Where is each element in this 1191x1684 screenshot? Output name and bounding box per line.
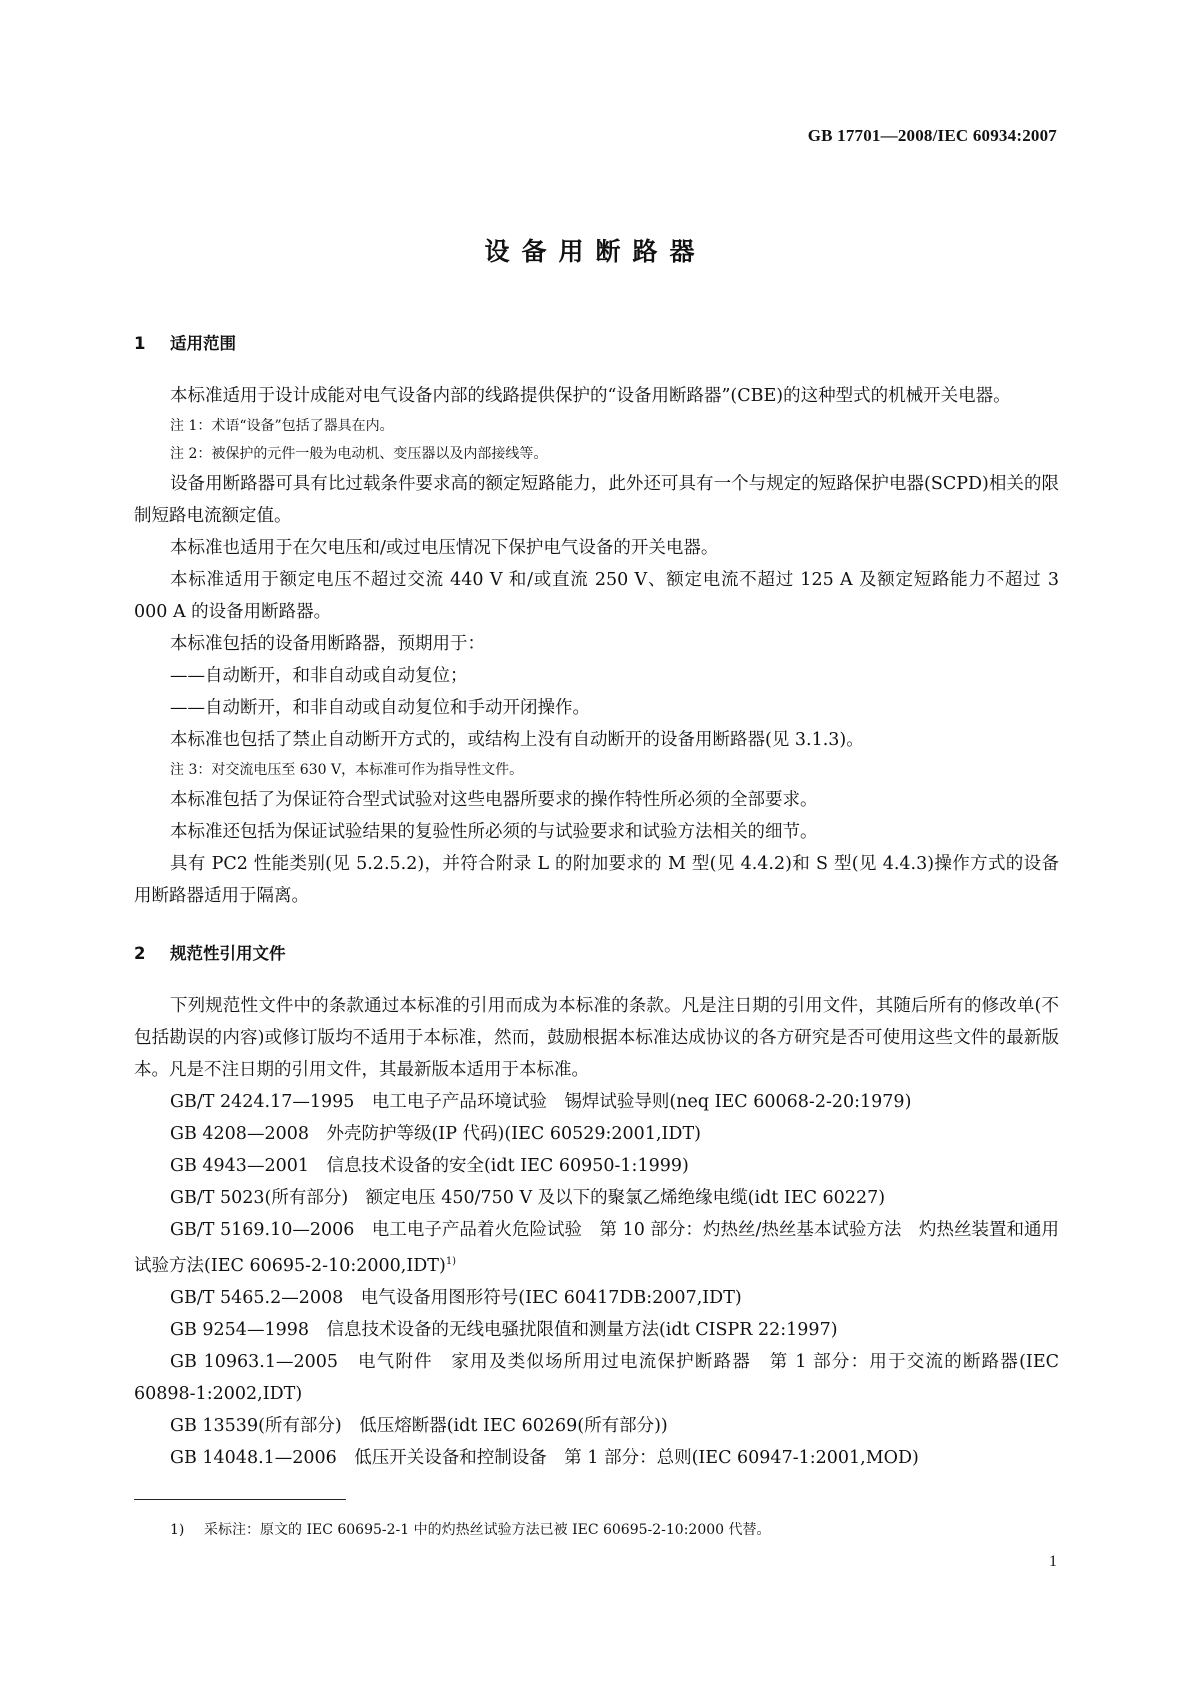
paragraph: 本标准包括的设备用断路器，预期用于： xyxy=(170,634,485,654)
section-number: 2 xyxy=(134,944,146,963)
reference-item: GB 10963.1—2005 电气附件 家用及类似场所用过电流保护断路器 第 1 部分：用于交流的断路器(IEC 60898-1:2002,IDT) xyxy=(134,1351,1059,1404)
reference-item: GB/T 5465.2—2008 电气设备用图形符号(IEC 60417DB:2007,IDT) xyxy=(170,1287,742,1308)
reference-item: GB/T 5023(所有部分) 额定电压 450/750 V 及以下的聚氯乙烯绝缘电缆(idt IEC 60227) xyxy=(170,1188,886,1208)
section-1-heading xyxy=(134,332,1059,356)
note: 注 1：术语“设备”包括了器具在内。 xyxy=(170,418,394,434)
paragraph: 本标准适用于设计成能对电气设备内部的线路提供保护的“设备用断路器”(CBE)的这种型式的机械开关电器。 xyxy=(170,386,1011,406)
footnote-ref[interactable]: 1) xyxy=(445,1256,457,1267)
paragraph: 下列规范性文件中的条款通过本标准的引用而成为本标准的条款。凡是注日期的引用文件，其随后所有的修改单(不包括勘误的内容)或修订版均不适用于本标准，然而，鼓励根据本标准达成协议的各方研究是否可使用这些文件的最新版本。凡是不注日期的引用文件，其最新版本适用于本标准。 xyxy=(134,996,1059,1080)
reference-item: GB 13539(所有部分) 低压熔断器(idt IEC 60269(所有部分)) xyxy=(170,1415,668,1436)
note: 注 2：被保护的元件一般为电动机、变压器以及内部接线等。 xyxy=(170,446,548,462)
footnote-text: 采标注：原文的 IEC 60695-2-1 中的灼热丝试验方法已被 IEC 60695-2-10:2000 代替。 xyxy=(204,1522,771,1538)
document-title: 设备用断路器 xyxy=(484,237,707,266)
paragraph: 设备用断路器可具有比过载条件要求高的额定短路能力，此外还可具有一个与规定的短路保护电器(SCPD)相关的限制短路电流额定值。 xyxy=(134,474,1059,526)
reference-item: GB 4208—2008 外壳防护等级(IP 代码)(IEC 60529:2001,IDT) xyxy=(170,1124,701,1144)
reference-text: GB/T 5169.10—2006 电工电子产品着火危险试验 第 10 部分：灼热丝/热丝基本试验方法 灼热丝装置和通用试验方法(IEC 60695-2-10:2000,IDT) xyxy=(134,1220,1059,1276)
section-title: 适用范围 xyxy=(170,334,236,353)
note: 注 3：对交流电压至 630 V，本标准可作为指导性文件。 xyxy=(170,762,524,778)
paragraph: 本标准也包括了禁止自动断开方式的，或结构上没有自动断开的设备用断路器(见 3.1.3)。 xyxy=(170,730,864,750)
page-number: 1 xyxy=(1049,1553,1057,1570)
reference-item: GB 4943—2001 信息技术设备的安全(idt IEC 60950-1:1999) xyxy=(170,1156,689,1176)
reference-item: GB/T 2424.17—1995 电工电子产品环境试验 锡焊试验导则(neq IEC 60068-2-20:1979) xyxy=(170,1092,912,1112)
section-title: 规范性引用文件 xyxy=(170,944,286,963)
standard-code-header: GB 17701—2008/IEC 60934:2007 xyxy=(807,126,1057,145)
reference-item xyxy=(134,1214,1059,1282)
paragraph: 本标准包括了为保证符合型式试验对这些电器所要求的操作特性所必须的全部要求。 xyxy=(170,790,818,810)
paragraph: 具有 PC2 性能类别(见 5.2.5.2)，并符合附录 L 的附加要求的 M 型(见 4.4.2)和 S 型(见 4.4.3)操作方式的设备用断路器适用于隔离。 xyxy=(134,854,1059,906)
footnote xyxy=(170,1520,771,1540)
paragraph: 本标准还包括为保证试验结果的复验性所必须的与试验要求和试验方法相关的细节。 xyxy=(170,822,818,842)
reference-item: GB 9254—1998 信息技术设备的无线电骚扰限值和测量方法(idt CISPR 22:1997) xyxy=(170,1319,838,1340)
footnote-divider xyxy=(134,1499,346,1500)
reference-item: GB 14048.1—2006 低压开关设备和控制设备 第 1 部分：总则(IEC 60947-1:2001,MOD) xyxy=(170,1447,919,1468)
list-item: ——自动断开，和非自动或自动复位； xyxy=(170,666,468,686)
footnote-marker: 1) xyxy=(170,1522,185,1538)
paragraph: 本标准也适用于在欠电压和/或过电压情况下保护电气设备的开关电器。 xyxy=(170,538,719,558)
paragraph: 本标准适用于额定电压不超过交流 440 V 和/或直流 250 V、额定电流不超过 125 A 及额定短路能力不超过 3 000 A 的设备用断路器。 xyxy=(134,570,1059,622)
document-body xyxy=(134,332,1059,1474)
section-2-heading xyxy=(134,942,1059,966)
list-item: ——自动断开，和非自动或自动复位和手动开闭操作。 xyxy=(170,698,590,718)
section-number: 1 xyxy=(134,334,146,353)
